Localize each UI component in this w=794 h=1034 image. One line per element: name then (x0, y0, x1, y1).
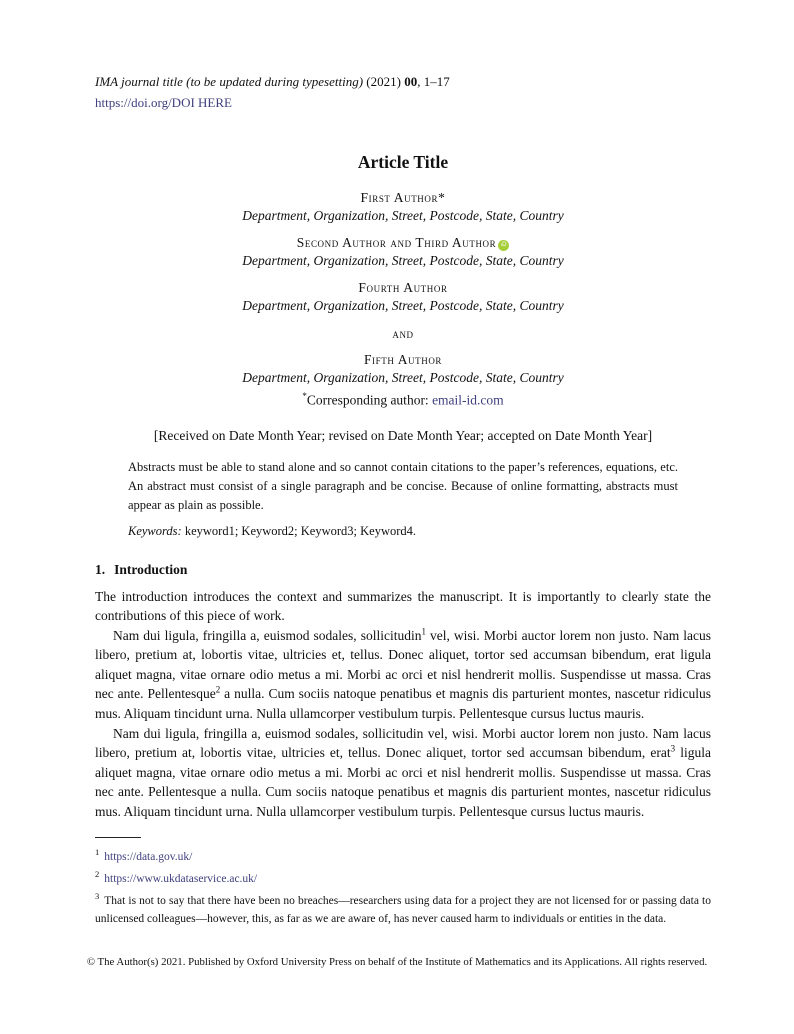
author-affiliation-2: Department, Organization, Street, Postcode, State, Country (242, 253, 564, 268)
keywords-label: Keywords: (128, 523, 182, 538)
footnote-marker-3: 3 (670, 743, 676, 754)
section-heading-introduction (95, 562, 711, 578)
footnote-2 (95, 866, 711, 888)
paragraph-1-text-b: vel, wisi. Morbi auctor lorem non justo. Nam lacus libero, pretium at, lobortis vitae, ultricies et, tellus. Donec aliquet, tortor sed accumsan bibendum, erat ligula aliquet magna, vitae ornare odio metus a mi. Morbi ac orci et nisl hendrerit mollis. Suspendisse ut massa. Cras nec ante. Pellentesque (95, 627, 711, 702)
footnote-3 (95, 888, 711, 928)
journal-title: IMA journal title (to be updated during typesetting) (95, 74, 364, 89)
footnote-marker-1: 1 (421, 626, 426, 637)
corresponding-marker: * (302, 391, 307, 401)
footnote-1-number: 1 (95, 846, 100, 857)
author-entry-2 (95, 235, 711, 270)
author-affiliation-4: Department, Organization, Street, Postcode, State, Country (242, 370, 564, 385)
body-text (95, 587, 711, 822)
received-dates-line: [Received on Date Month Year; revised on Date Month Year; accepted on Date Month Year] (153, 427, 653, 443)
footnote-1-link[interactable]: https://data.gov.uk/ (104, 850, 193, 863)
footnote-2-number: 2 (95, 869, 100, 880)
corresponding-author-line (95, 387, 711, 410)
journal-header-line (95, 71, 711, 92)
doi-link[interactable]: https://doi.org/DOI HERE (95, 95, 232, 110)
keywords-line (95, 522, 711, 541)
author-name-second-third (95, 235, 711, 251)
footnote-2-link[interactable]: https://www.ukdataservice.ac.uk/ (104, 872, 258, 885)
paragraph-1-text-a: Nam dui ligula, fringilla a, euismod sodales, sollicitudin (113, 627, 422, 643)
author-affiliation-1: Department, Organization, Street, Postcode, State, Country (242, 208, 564, 223)
email-link[interactable]: email-id.com (432, 392, 504, 408)
authors-block (95, 190, 711, 410)
author-entry-4 (95, 352, 711, 387)
doi-line (95, 92, 711, 113)
authors-and-separator: and (392, 326, 414, 341)
copyright-footer: © The Author(s) 2021. Published by Oxford University Press on behalf of the Institute of Mathematics and its Applications. All rights reserved. (86, 956, 708, 968)
corresponding-label: Corresponding author: (306, 392, 433, 408)
section-title: Introduction (114, 561, 188, 577)
journal-volume: 00 (404, 74, 418, 89)
body-paragraph-1 (95, 626, 711, 724)
paragraph-2-text-a: Nam dui ligula, fringilla a, euismod sodales, sollicitudin vel, wisi. Morbi auctor lorem non justo. Nam lacus libero, pretium at, lobortis vitae, ultricies et, tellus. Donec aliquet, tortor sed accumsan bibendum, erat (95, 725, 711, 761)
paragraph-2-text-b: ligula aliquet magna, vitae ornare odio metus a mi. Morbi ac orci et nisl hendrerit mollis. Suspendisse ut massa. Cras nec ante. Pellentesque a nulla. Cum sociis natoque penatibus et magnis dis parturient montes, nascetur ridiculus mus. Aliquam tincidunt urna. Nulla ullamcorper vestibulum turpis. Pellentesque cursus luctus mauris. (95, 745, 712, 820)
author-affiliation-3: Department, Organization, Street, Postcode, State, Country (242, 298, 564, 313)
section-number: 1. (95, 561, 106, 577)
footnote-marker-2: 2 (215, 684, 221, 695)
article-title: Article Title (357, 152, 449, 172)
footnote-3-text: That is not to say that there have been no breaches—researchers using data for a project they are not licensed for or passing data to unlicensed colleagues—however, this, as far as we are aware of, has never caused harm to individuals or entities in the data. (95, 895, 711, 925)
footnote-divider (95, 837, 141, 838)
footnotes-block (95, 844, 711, 929)
author-name-text: Second Author and Third Author (296, 235, 497, 250)
keywords-value: keyword1; Keyword2; Keyword3; Keyword4. (181, 523, 417, 538)
journal-year: (2021) (363, 74, 405, 89)
body-paragraph-2 (95, 724, 711, 822)
paragraph-1-text-c: a nulla. Cum sociis natoque penatibus et magnis dis parturient montes, nascetur ridiculus mus. Aliquam tincidunt urna. Nulla ullamcorper vestibulum turpis. Pellentesque cursus luctus mauris. (95, 686, 712, 722)
page-column (95, 0, 711, 928)
author-name-fourth: Fourth Author (358, 280, 448, 295)
footnote-3-number: 3 (95, 891, 100, 902)
abstract-text: Abstracts must be able to stand alone and so cannot contain citations to the paper’s references, equations, etc. An abstract must consist of a single paragraph and be concise. Because of online formatting, abstracts must appear as plain as possible. (128, 459, 678, 512)
intro-paragraph: The introduction introduces the context and summarizes the manuscript. It is importantly to clearly state the contributions of this piece of work. (95, 588, 711, 624)
author-name-fifth: Fifth Author (363, 352, 443, 367)
orcid-icon[interactable]: iD (498, 240, 509, 251)
author-entry-3 (95, 280, 711, 315)
footnote-1 (95, 844, 711, 866)
author-entry-1 (95, 190, 711, 225)
journal-pages: , 1–17 (417, 74, 450, 89)
author-name-first: First Author* (360, 190, 446, 205)
